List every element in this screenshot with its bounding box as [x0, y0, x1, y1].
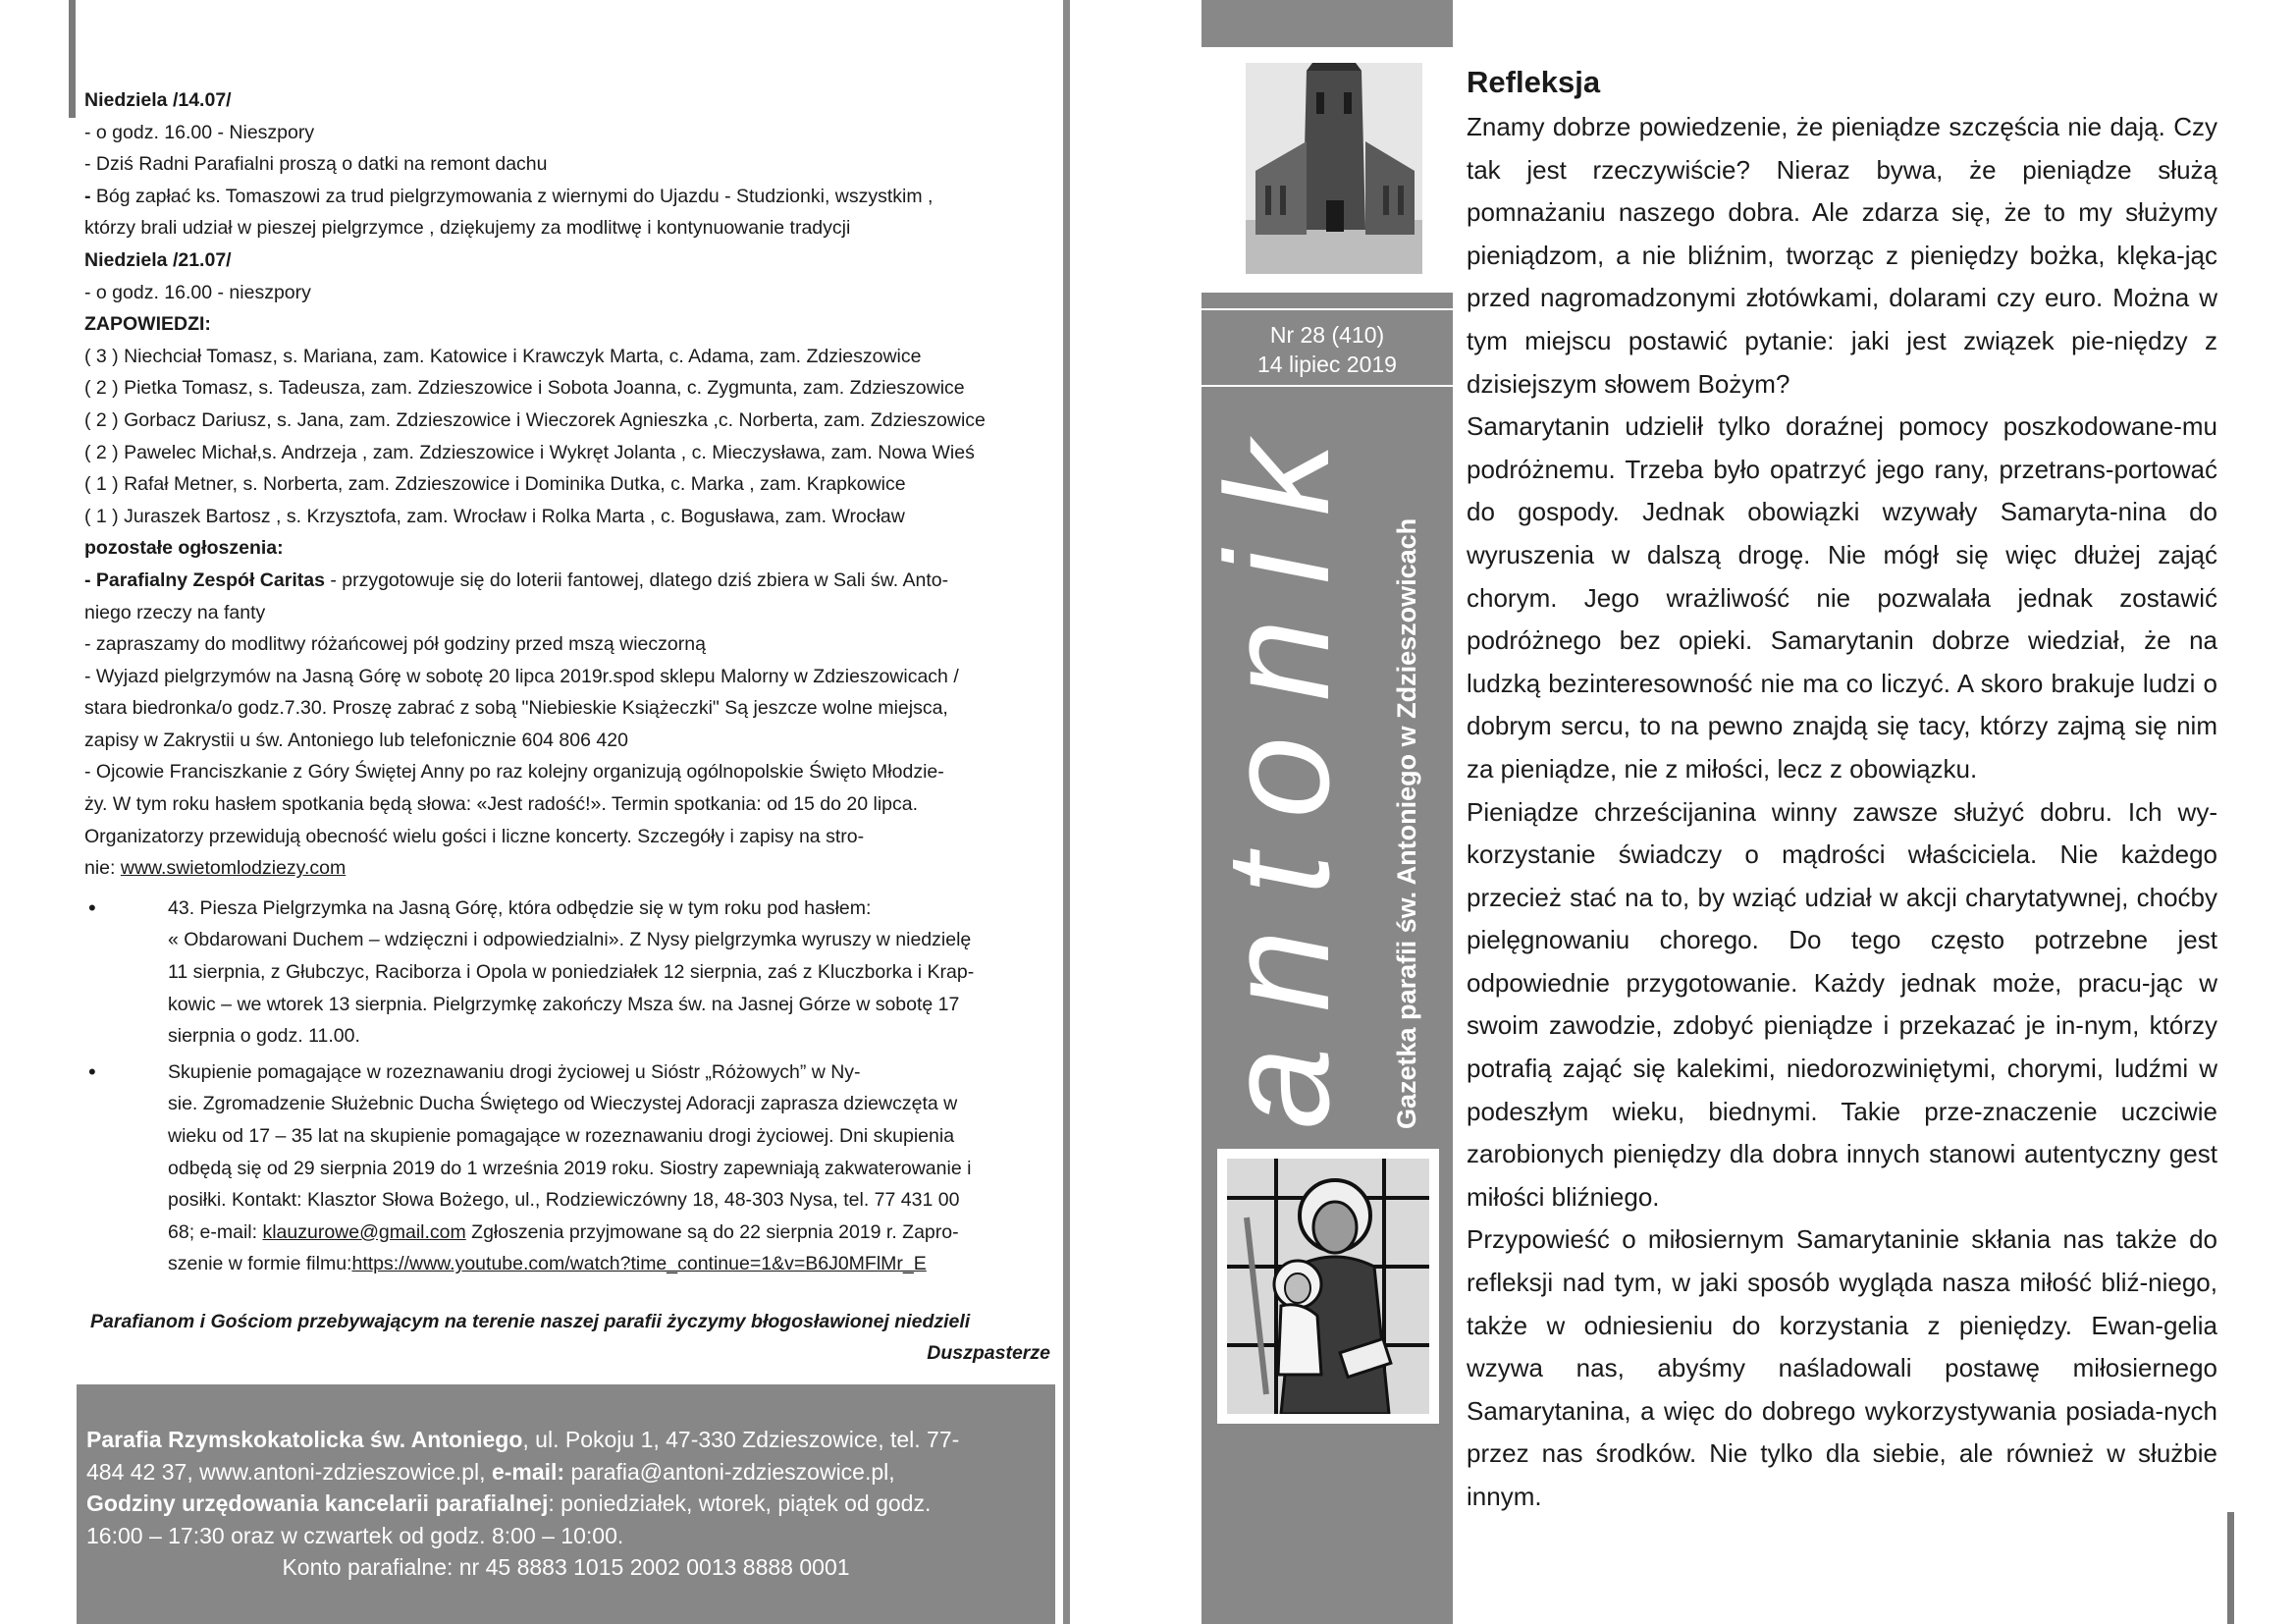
- announcement-text: którzy brali udział w pieszej pielgrzymce , dziękujemy za modlitwę i kontynuowanie tradycji: [84, 217, 851, 240]
- bullet-line: 43. Piesza Pielgrzymka na Jasną Górę, która odbędzie się w tym roku pod hasłem:: [168, 896, 872, 919]
- film-prefix: szenie w formie filmu:: [168, 1253, 352, 1275]
- youth-festival-link[interactable]: www.swietomlodziezy.com: [120, 857, 347, 880]
- announcement-bold: - Parafialny Zespół Caritas: [84, 568, 325, 591]
- bullet-line: kowic – we wtorek 13 sierpnia. Pielgrzymkę zakończy Msza św. na Jasnej Górze w sobotę 17: [168, 993, 960, 1015]
- announcement-line: [84, 821, 1051, 853]
- announcement-line: [84, 852, 1051, 885]
- reflection-paragraph-2: Samarytanin udzielił tylko doraźnej pomocy poszkodowane-mu podróżnemu. Trzeba było opatrzyć jego rany, przetrans-portować do gospody. Jednak obowiązki wzywały Samaryta-nina do wyruszenia w dalszą drogę. Nie mógł się więc dłużej zająć chorym. Jego wrażliwość nie pozwalała jednak zostawić podróżnego bez opieki. Samarytanin dobrze wiedział, że na ludzką bezinteresowność nie ma co liczyć. A skoro brakuje ludzi o dobrym sercu, to na pewno znajdą się tacy, którzy zajmą się nim za pieniądze, nie z miłości, lecz z obowiązku.: [1467, 411, 2217, 784]
- bullet-line: 11 sierpnia, z Głubczyc, Raciborza i Opola w poniedziałek 12 sierpnia, zaś z Kluczborka i Krap-: [168, 961, 975, 984]
- bullet-line: « Obdarowani Duchem – wdzięczni i odpowiedzialni». Z Nysy pielgrzymka wyruszy w niedzielę: [168, 929, 972, 951]
- convent-email-link[interactable]: klauzurowe@gmail.com: [262, 1220, 466, 1243]
- footer-line-3: [86, 1488, 1045, 1520]
- st-anthony-stained-glass-image: [1227, 1159, 1429, 1414]
- announcement-line: [84, 148, 1051, 181]
- announcement-text: - przygotowuje się do loterii fantowej, dlatego dziś zbiera w Sali św. Anto-: [324, 568, 949, 591]
- masthead-subtitle: Gazetka parafii św. Antoniego w Zdzieszowicach: [1392, 517, 1421, 1129]
- announcement-line: [84, 468, 1051, 501]
- issue-info: [1201, 308, 1453, 387]
- bullet-line: Skupienie pomagające w rozeznawaniu drogi życiowej u Sióstr „Różowych” w Ny-: [168, 1060, 861, 1083]
- wish-text: Parafianom i Gościom przebywającym na terenie naszej parafii życzymy błogosławionej niedzieli: [90, 1311, 971, 1332]
- parish-email[interactable]: parafia@antoni-zdzieszowice.pl,: [564, 1458, 895, 1485]
- announcement-bold: Niedziela /21.07/: [84, 248, 232, 271]
- announcement-text: ży. W tym roku hasłem spotkania będą słowa: «Jest radość!». Termin spotkania: od 15 do 20 lipca.: [84, 793, 919, 816]
- announcement-line: [84, 725, 1051, 757]
- announcement-text: - Ojcowie Franciszkanie z Góry Świętej Anny po raz kolejny organizują ogólnopolskie Święto Młodzie-: [84, 761, 944, 784]
- announcement-bold: -: [84, 185, 91, 207]
- announcement-text: - zapraszamy do modlitwy różańcowej pół godziny przed mszą wieczorną: [84, 633, 706, 656]
- announcement-text: - o godz. 16.00 - nieszpory: [84, 281, 311, 303]
- right-margin-rule: [2227, 1512, 2234, 1624]
- office-hours-days: : poniedziałek, wtorek, piątek od godz.: [548, 1490, 932, 1516]
- announcement-text: ( 3 ) Niechciał Tomasz, s. Mariana, zam. Katowice i Krawczyk Marta, c. Adama, zam. Zdzieszowice: [84, 345, 922, 367]
- email-label: e-mail:: [491, 1458, 565, 1485]
- bullet-dot-icon: •: [88, 1058, 96, 1084]
- announcement-line: [84, 372, 1051, 405]
- left-margin-rule: [69, 0, 76, 118]
- bullet-line: [168, 1217, 1051, 1249]
- announcement-bold: pozostałe ogłoszenia:: [84, 537, 284, 560]
- announcement-line: [84, 565, 1051, 597]
- bullet-line: sie. Zgromadzenie Służebnic Ducha Świętego od Wieczystej Adoracji zaprasza dziewczęta w: [168, 1093, 958, 1115]
- announcement-line: [84, 788, 1051, 821]
- announcement-line: [84, 437, 1051, 469]
- bullet-line: odbędą się od 29 sierpnia 2019 do 1 września 2019 roku. Siostry zapewniają zakwaterowanie i: [168, 1157, 972, 1179]
- youtube-film-link[interactable]: https://www.youtube.com/watch?time_continue=1&v=B6J0MFlMr_E: [351, 1253, 927, 1275]
- announcement-line: [84, 84, 1051, 117]
- announcement-text: ( 2 ) Gorbacz Dariusz, s. Jana, zam. Zdzieszowice i Wieczorek Agnieszka ,c. Norberta, zam. Zdzieszowice: [84, 408, 986, 431]
- bullet-line: wieku od 17 – 35 lat na skupienie pomagające w rozeznawaniu drogi życiowej. Dni skupienia: [168, 1125, 955, 1147]
- announcement-bold: Niedziela /14.07/: [84, 89, 232, 111]
- announcement-line: [84, 661, 1051, 693]
- bullet-line: sierpnia o godz. 11.00.: [168, 1025, 360, 1048]
- signature: Duszpasterze: [927, 1342, 1050, 1364]
- link-prefix: nie:: [84, 857, 121, 880]
- announcement-line: [84, 501, 1051, 533]
- masthead-title: antonik: [1195, 406, 1360, 1129]
- announcement-line: [84, 341, 1051, 373]
- announcement-line: [84, 308, 1051, 341]
- announcement-line: [84, 181, 1051, 213]
- reflection-paragraph-1: Znamy dobrze powiedzenie, że pieniądze szczęścia nie dają. Czy tak jest rzeczywiście? Nieraz bywa, że pieniądze służą pomnażaniu naszego dobra. Ale zdarza się, że to my służymy pieniądzom, a nie bliźnim, tworząc z pieniędzy bożka, klęka-jąc przed nagromadzonymi złotówkami, dolarami czy euro. Można w tym miejscu postawić pytanie: jaki jest związek pie-niędzy z dzisiejszym słowem Bożym?: [1467, 112, 2217, 399]
- reflection-paragraph-4: Przypowieść o miłosiernym Samarytaninie skłania nas także do refleksji nad tym, w jaki sposób wygląda nasza miłość bliź-niego, także w odniesieniu do korzystania z pieniędzy. Ewan-gelia wzywa nas, abyśmy naśladowali postawę miłosiernego Samarytanina, a więc do dobrego wykorzystywania posiada-nych przez nas środków. Nie tylko dla siebie, ale również w służbie innym.: [1467, 1224, 2217, 1511]
- announcement-line: [84, 244, 1051, 277]
- bank-account: Konto parafialne: nr 45 8883 1015 2002 0013 8888 0001: [282, 1554, 850, 1580]
- email-suffix: Zgłoszenia przyjmowane są do 22 sierpnia 2019 r. Zapro-: [465, 1220, 959, 1243]
- office-hours-label: Godziny urzędowania kancelarii parafialnej: [86, 1490, 549, 1516]
- bullet-line: [168, 1248, 1051, 1280]
- announcement-text: ( 2 ) Pietka Tomasz, s. Tadeusza, zam. Zdzieszowice i Sobota Joanna, c. Zygmunta, zam. Zdzieszowice: [84, 377, 965, 400]
- parish-phone-web[interactable]: 484 42 37, www.antoni-zdzieszowice.pl,: [86, 1458, 492, 1485]
- issue-number: Nr 28 (410): [1269, 322, 1385, 348]
- announcement-text: ( 1 ) Rafał Metner, s. Norberta, zam. Zdzieszowice i Dominika Dutka, c. Marka , zam. Krapkowice: [84, 473, 906, 496]
- announcement-line: [84, 692, 1051, 725]
- announcement-text: Bóg zapłać ks. Tomaszowi za trud pielgrzymowania z wiernymi do Ujazdu - Studzionki, wszystkim ,: [90, 185, 934, 207]
- announcement-text: - o godz. 16.00 - Nieszpory: [84, 121, 315, 143]
- announcement-line: [84, 756, 1051, 788]
- bullet-line: posiłki. Kontakt: Klasztor Słowa Bożego, ul., Rodziewiczówny 18, 48-303 Nysa, tel. 77 431 00: [168, 1189, 960, 1212]
- church-photo: [1246, 63, 1422, 274]
- announcements-column: [84, 84, 1051, 1280]
- announcement-text: zapisy w Zakrystii u św. Antoniego lub telefonicznie 604 806 420: [84, 729, 628, 751]
- announcement-text: - Wyjazd pielgrzymów na Jasną Górę w sobotę 20 lipca 2019r.spod sklepu Malorny w Zdzieszowicach /: [84, 665, 959, 687]
- announcement-text: niego rzeczy na fanty: [84, 601, 266, 623]
- reflection-paragraph-3: Pieniądze chrześcijanina winny zawsze służyć dobru. Ich wy-korzystanie świadczy o mądrości właściciela. Nie każdego przecież stać na to, by wziąć udział w akcji charytatywnej, choćby pielęgnowaniu chorego. Do tego często potrzebne jest odpowiednie przygotowanie. Każdy jednak może, pracu-jąc w swoim zawodzie, zdobyć pieniądze i przekazać je in-nym, którzy potrafią zająć się kalekimi, niedorozwiniętymi, chorymi, ludźmi w podeszłym wieku, biednymi. Takie prze-znaczenie uczciwie zarobionych pieniędzy dla dobra innych stanowi autentyczny gest miłości bliźniego.: [1467, 796, 2217, 1212]
- footer-line-2: [86, 1456, 1045, 1489]
- page-divider: [1063, 0, 1070, 1624]
- bullet-dot-icon: •: [88, 894, 96, 920]
- announcement-line: [84, 597, 1051, 629]
- parish-contact-footer: [77, 1384, 1055, 1624]
- announcement-text: stara biedronka/o godz.7.30. Proszę zabrać z sobą "Niebieskie Książeczki" Są jeszcze wolne miejsca,: [84, 697, 948, 720]
- bullet-item: [84, 893, 1051, 1053]
- reflection-title: Refleksja: [1467, 65, 1601, 99]
- blessing-wish: [90, 1306, 1050, 1369]
- announcement-line: [84, 405, 1051, 437]
- announcement-text: - Dziś Radni Parafialni proszą o datki na remont dachu: [84, 153, 548, 176]
- announcement-text: ( 2 ) Pawelec Michał,s. Andrzeja , zam. Zdzieszowice i Wykręt Jolanta , c. Mieczysława, zam. Nowa Wieś: [84, 441, 975, 463]
- reflection-column: [1467, 61, 2217, 1519]
- announcement-bold: ZAPOWIEDZI:: [84, 313, 211, 336]
- announcement-line: [84, 532, 1051, 565]
- announcement-text: Organizatorzy przewidują obecność wielu gości i liczne koncerty. Szczegóły i zapisy na stro-: [84, 825, 865, 847]
- announcement-line: [84, 628, 1051, 661]
- parish-name: Parafia Rzymskokatolicka św. Antoniego: [86, 1427, 523, 1452]
- email-prefix: 68; e-mail:: [168, 1220, 263, 1243]
- announcement-line: [84, 117, 1051, 149]
- bullet-item: [84, 1056, 1051, 1280]
- footer-line-4: 16:00 – 17:30 oraz w czwartek od godz. 8:00 – 10:00.: [86, 1522, 624, 1548]
- footer-line-1: [86, 1424, 1045, 1456]
- parish-address: , ul. Pokoju 1, 47-330 Zdzieszowice, tel. 77-: [522, 1427, 960, 1452]
- announcement-line: [84, 277, 1051, 309]
- announcement-line: [84, 212, 1051, 244]
- announcement-text: ( 1 ) Juraszek Bartosz , s. Krzysztofa, zam. Wrocław i Rolka Marta , c. Bogusława, zam. Wrocław: [84, 505, 905, 527]
- issue-date: 14 lipiec 2019: [1257, 352, 1397, 377]
